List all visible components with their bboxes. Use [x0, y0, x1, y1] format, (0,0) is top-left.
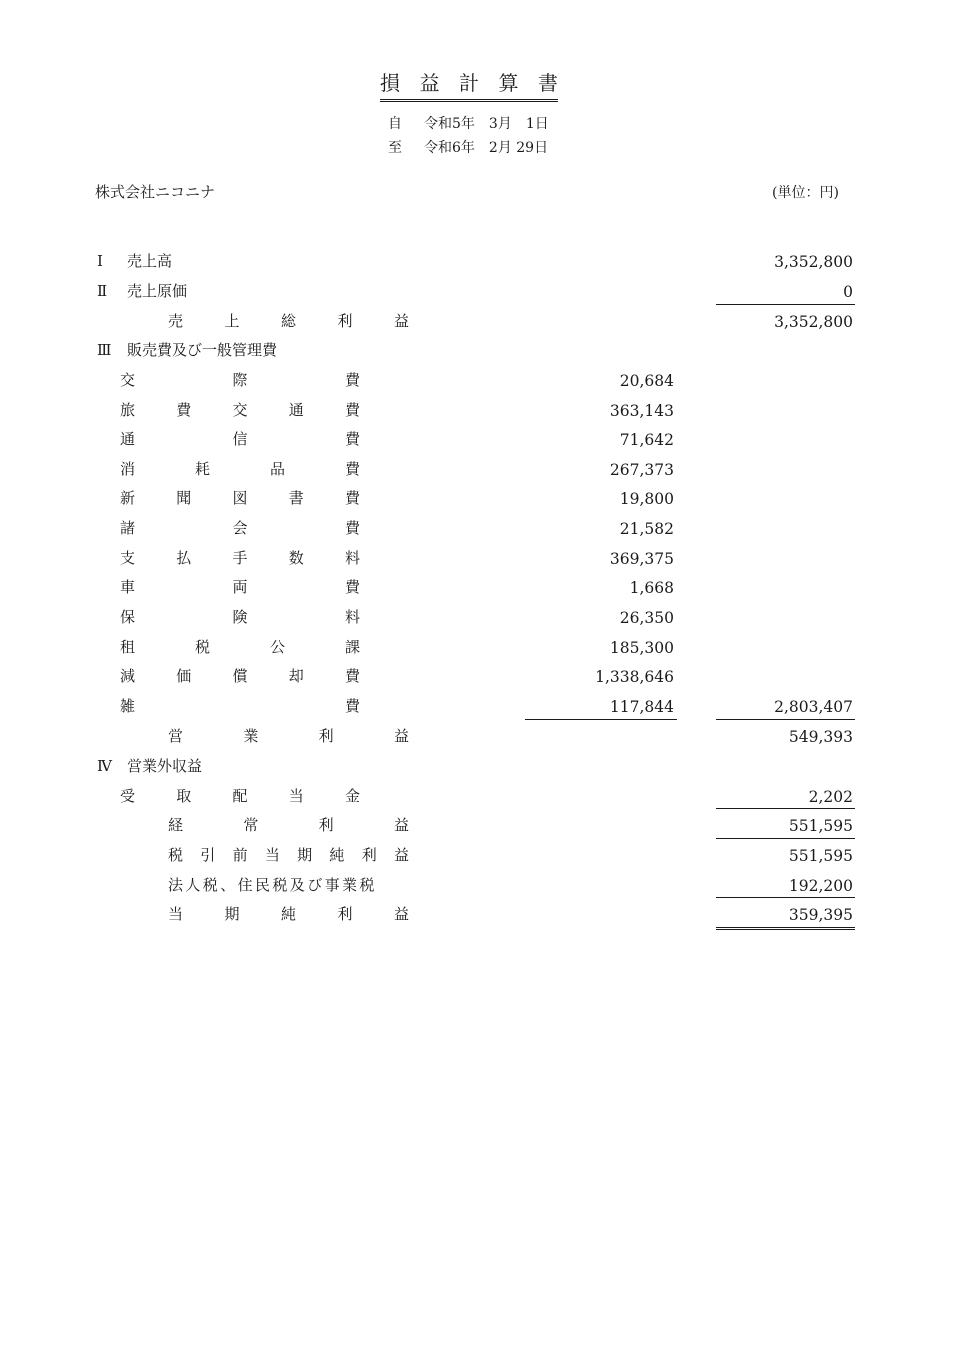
- expense-label: 諸会費: [120, 519, 360, 537]
- double-underline: [716, 927, 855, 930]
- expense-value: 185,300: [609, 639, 674, 657]
- pretax-income-label: 税引前当期純利益: [168, 846, 409, 864]
- expense-label: 新聞図書費: [120, 489, 360, 507]
- section-number: Ⅳ: [97, 757, 112, 775]
- divider: [525, 719, 677, 720]
- taxes-label: 法人税、住民税及び事業税: [168, 876, 377, 894]
- divider: [716, 719, 855, 720]
- non-operating-item-label: 受取配当金: [120, 787, 360, 805]
- expense-value: 20,684: [619, 372, 674, 390]
- expense-value: 26,350: [619, 609, 674, 627]
- expense-value: 1,668: [629, 579, 674, 597]
- gross-profit-value: 3,352,800: [774, 313, 853, 331]
- expense-label: 支払手数料: [120, 549, 360, 567]
- net-income-label: 当期純利益: [168, 905, 409, 923]
- expense-value: 1,338,646: [595, 668, 674, 686]
- net-income-value: 359,395: [788, 906, 853, 924]
- section-cogs: [97, 281, 187, 301]
- pretax-income-value: 551,595: [788, 847, 853, 865]
- period-to-label: 至: [388, 140, 402, 156]
- divider: [716, 897, 855, 898]
- section-sga: [97, 340, 277, 360]
- period-from: [388, 114, 549, 134]
- expense-value: 117,844: [609, 698, 674, 716]
- section-label: 営業外収益: [127, 757, 203, 775]
- section-number: Ⅲ: [97, 341, 112, 359]
- sga-total-value: 2,803,407: [774, 698, 853, 716]
- expense-value: 363,143: [609, 402, 674, 420]
- operating-income-value: 549,393: [788, 728, 853, 746]
- period-to: [388, 138, 548, 158]
- expense-label: 保険料: [120, 608, 360, 626]
- company-name: 株式会社ニコニナ: [95, 183, 216, 201]
- operating-income-label: 営業利益: [168, 727, 409, 745]
- expense-value: 369,375: [609, 550, 674, 568]
- taxes-value: 192,200: [788, 877, 853, 895]
- expense-label: 消耗品費: [120, 460, 360, 478]
- divider: [716, 808, 855, 809]
- expense-value: 267,373: [609, 461, 674, 479]
- expense-label: 通信費: [120, 430, 360, 448]
- expense-label: 雑費: [120, 697, 360, 715]
- section-non-operating: [97, 756, 202, 776]
- period-from-label: 自: [388, 116, 402, 132]
- expense-label: 交際費: [120, 371, 360, 389]
- non-operating-item-value: 2,202: [808, 788, 853, 806]
- expense-value: 19,800: [619, 490, 674, 508]
- period-from-date: 令和5年 3月 1日: [424, 116, 549, 132]
- document-title: 損益計算書: [380, 70, 558, 102]
- cogs-value: 0: [843, 283, 853, 301]
- section-number: Ⅱ: [97, 282, 108, 300]
- section-number: Ⅰ: [97, 252, 103, 270]
- divider: [716, 838, 855, 839]
- expense-label: 旅費交通費: [120, 401, 360, 419]
- ordinary-income-value: 551,595: [788, 817, 853, 835]
- gross-profit-label: 売上総利益: [168, 312, 409, 330]
- expense-label: 租税公課: [120, 638, 360, 656]
- section-sales: [97, 251, 172, 271]
- section-label: 売上高: [127, 252, 173, 270]
- expense-value: 21,582: [619, 520, 674, 538]
- ordinary-income-label: 経常利益: [168, 816, 409, 834]
- section-label: 販売費及び一般管理費: [127, 341, 278, 359]
- expense-label: 減価償却費: [120, 667, 360, 685]
- divider: [716, 304, 855, 305]
- unit-label: (単位：円): [772, 185, 839, 201]
- period-to-date: 令和6年 2月 29日: [424, 140, 549, 156]
- expense-value: 71,642: [619, 431, 674, 449]
- expense-label: 車両費: [120, 578, 360, 596]
- sales-value: 3,352,800: [774, 253, 853, 271]
- section-label: 売上原価: [127, 282, 188, 300]
